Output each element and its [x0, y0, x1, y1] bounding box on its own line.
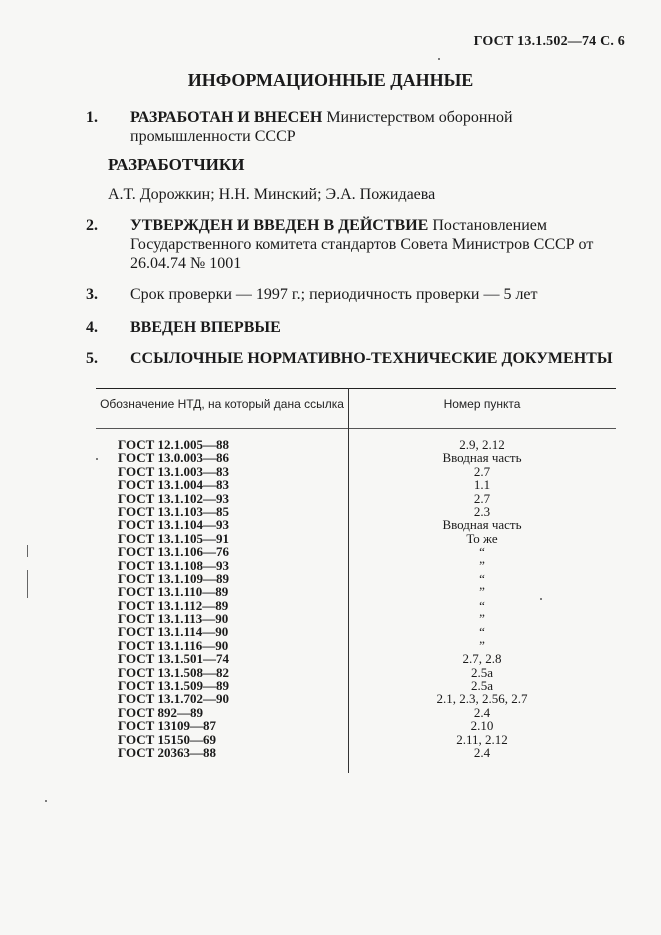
table-row [96, 545, 616, 558]
clause-number: 2.11, 2.12 [456, 731, 508, 747]
clause-number: ” [479, 637, 485, 653]
clause-number: “ [479, 597, 485, 613]
standard-designation: ГОСТ 13.1.105—91 [118, 530, 230, 546]
clause-number: 2.10 [470, 718, 494, 734]
clause-number: “ [479, 544, 485, 560]
item-number: 5. [86, 350, 98, 367]
item-number: 4. [86, 319, 98, 336]
table-row [96, 679, 616, 692]
table-row [96, 599, 616, 612]
clause-number: “ [479, 570, 485, 586]
document-title: ИНФОРМАЦИОННЫЕ ДАННЫЕ [187, 70, 474, 90]
item-number: 1. [86, 109, 98, 126]
standard-designation: ГОСТ 15150—69 [118, 731, 217, 747]
margin-mark [27, 545, 28, 557]
clause-number: 2.5а [470, 664, 494, 680]
clause-number: Вводная часть [442, 450, 522, 466]
table-row [96, 585, 616, 598]
table-row [96, 625, 616, 638]
item-2 [86, 216, 625, 273]
standard-designation: ГОСТ 20363—88 [118, 744, 217, 760]
table-row [96, 572, 616, 585]
table-row [96, 505, 616, 518]
page-reference: ГОСТ 13.1.502—74 С. 6 [473, 34, 625, 49]
table-header-clause: Номер пункта [443, 397, 521, 411]
clause-number: ” [479, 584, 485, 600]
clause-number: ” [479, 611, 485, 627]
clause-number: 2.4 [473, 704, 491, 720]
developers-list: А.Т. Дорожкин; Н.Н. Минский; Э.А. Пожидаева [108, 186, 436, 203]
table-row [96, 478, 616, 491]
table-row [96, 492, 616, 505]
scan-speck [45, 800, 47, 802]
clause-number: 2.9, 2.12 [459, 437, 505, 452]
standard-designation: ГОСТ 13.1.108—93 [118, 557, 230, 573]
table-row [96, 518, 616, 531]
clause-number: 2.7 [473, 490, 491, 506]
table-row [96, 733, 616, 746]
table-top-rule [96, 388, 616, 389]
table-row [96, 559, 616, 572]
standard-designation: ГОСТ 13.1.112—89 [118, 597, 229, 613]
table-row [96, 666, 616, 679]
standard-designation: ГОСТ 13.1.103—85 [118, 503, 230, 519]
table-header-rule [96, 428, 616, 429]
item-text: Постановлением Государственного комитета стандартов Совета Министров СССР от 26.04.74 № 1001 [130, 217, 594, 272]
clause-number: 2.7, 2.8 [462, 651, 502, 667]
standard-designation: ГОСТ 13.1.113—90 [118, 611, 229, 627]
table-row [96, 465, 616, 478]
item-1 [86, 108, 625, 146]
table-row [96, 706, 616, 719]
clause-number: Вводная часть [442, 517, 522, 533]
table-row [96, 652, 616, 665]
table-row [96, 451, 616, 464]
standard-designation: ГОСТ 13.1.102—93 [118, 490, 230, 506]
clause-number: 1.1 [473, 477, 491, 493]
standard-designation: ГОСТ 13.1.003—83 [118, 463, 230, 479]
item-lead: РАЗРАБОТАН И ВНЕСЕН [130, 109, 323, 126]
clause-number: 2.7 [473, 463, 491, 479]
table-header-designation: Обозначение НТД, на который дана ссылка [100, 397, 344, 411]
item-text: Министерством оборонной промышленности СССР [130, 109, 513, 145]
table-row [96, 612, 616, 625]
table-row [96, 746, 616, 759]
table-row [96, 438, 616, 451]
item-lead: ВВЕДЕН ВПЕРВЫЕ [130, 319, 281, 336]
standard-designation: ГОСТ 13.1.106—76 [118, 544, 230, 560]
standard-designation: ГОСТ 13.1.004—83 [118, 477, 230, 493]
scan-speck [96, 458, 98, 460]
table-row [96, 692, 616, 705]
standard-designation: ГОСТ 13.1.104—93 [118, 517, 230, 533]
scan-speck [540, 598, 542, 600]
item-5 [86, 349, 620, 368]
standard-designation: ГОСТ 13.1.116—90 [118, 637, 229, 653]
standard-designation: ГОСТ 12.1.005—88 [118, 437, 230, 452]
standard-designation: ГОСТ 13.0.003—86 [118, 450, 230, 466]
clause-number: 2.5а [470, 678, 494, 694]
table-body [96, 438, 616, 759]
margin-mark [27, 570, 28, 598]
standard-designation: ГОСТ 13.1.508—82 [118, 664, 230, 680]
item-text: Срок проверки — 1997 г.; периодичность проверки — 5 лет [130, 286, 538, 303]
item-lead: ССЫЛОЧНЫЕ НОРМАТИВНО-ТЕХНИЧЕСКИЕ ДОКУМЕНТЫ [130, 350, 613, 367]
standard-designation: ГОСТ 13.1.110—89 [118, 584, 229, 600]
clause-number: То же [466, 530, 498, 546]
developers-label: РАЗРАБОТЧИКИ [108, 155, 245, 174]
standard-designation: ГОСТ 13.1.509—89 [118, 678, 230, 694]
scan-speck [438, 58, 440, 60]
table-row [96, 639, 616, 652]
item-number: 2. [86, 217, 98, 234]
standard-designation: ГОСТ 892—89 [118, 704, 204, 720]
standard-designation: ГОСТ 13109—87 [118, 718, 217, 734]
item-number: 3. [86, 286, 98, 303]
standard-designation: ГОСТ 13.1.702—90 [118, 691, 230, 707]
table-row [96, 532, 616, 545]
clause-number: 2.4 [473, 744, 491, 760]
clause-number: ” [479, 557, 485, 573]
item-3 [86, 285, 625, 304]
standard-designation: ГОСТ 13.1.114—90 [118, 624, 229, 640]
standard-designation: ГОСТ 13.1.109—89 [118, 570, 230, 586]
clause-number: 2.1, 2.3, 2.56, 2.7 [436, 691, 528, 707]
item-4 [86, 318, 625, 337]
clause-number: “ [479, 624, 485, 640]
standard-designation: ГОСТ 13.1.501—74 [118, 651, 230, 667]
table-row [96, 719, 616, 732]
item-lead: УТВЕРЖДЕН И ВВЕДЕН В ДЕЙСТВИЕ [130, 217, 429, 234]
clause-number: 2.3 [473, 503, 491, 519]
